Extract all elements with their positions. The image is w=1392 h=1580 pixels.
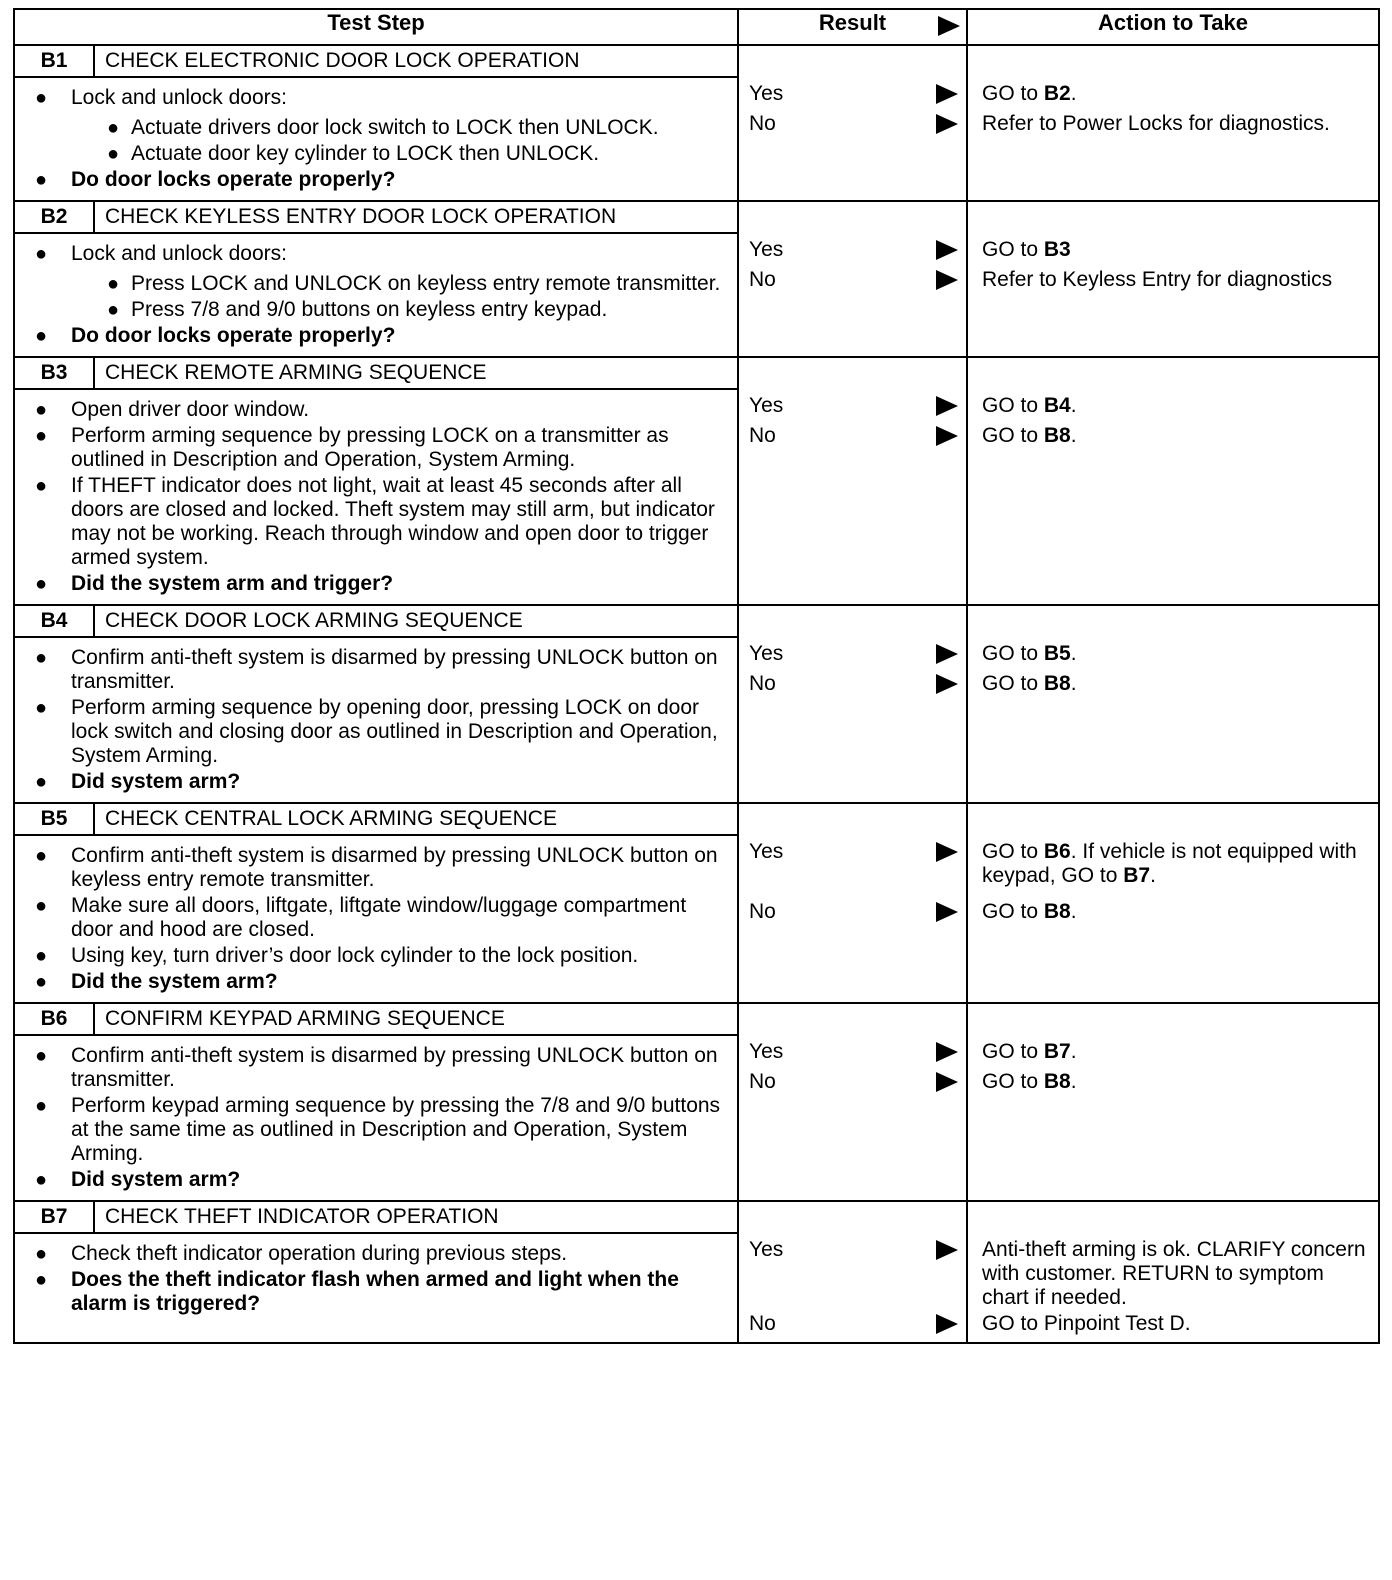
action-text: . xyxy=(1070,424,1077,447)
action-text: GO to xyxy=(982,238,1044,261)
spacer xyxy=(968,1004,1378,1040)
step-b6-actions xyxy=(967,1003,1379,1201)
instruction-list xyxy=(35,242,727,348)
instruction-list xyxy=(35,1242,727,1316)
arrow-right-icon xyxy=(936,426,958,446)
instruction-text: Perform keypad arming sequence by pressing the 7/8 and 9/0 buttons at the same time as outlined in Description and Operation, System Arming. xyxy=(71,1094,721,1165)
step-b4-title-row xyxy=(14,605,1379,637)
step-question: ● Did system arm? xyxy=(35,1168,727,1192)
step-b6-results xyxy=(738,1003,967,1201)
action-text: GO to xyxy=(982,82,1044,105)
instruction-text: Perform arming sequence by pressing LOCK on a transmitter as outlined in Description and Operation, System Arming. xyxy=(71,424,669,471)
header-result-label: Result xyxy=(818,10,887,35)
action-text: GO to xyxy=(982,394,1044,417)
result-label: No xyxy=(749,672,776,695)
arrow-right-icon xyxy=(936,270,958,290)
step-b4-actions xyxy=(967,605,1379,803)
table-body xyxy=(14,45,1379,1343)
action-no xyxy=(968,424,1378,454)
step-b1-title-row xyxy=(14,45,1379,77)
result-no xyxy=(739,112,966,142)
arrow-right-icon xyxy=(936,1314,958,1334)
sub-instruction-item: ● Actuate door key cylinder to LOCK then UNLOCK. xyxy=(71,142,727,166)
arrow-right-icon xyxy=(936,674,958,694)
instruction-list xyxy=(35,1044,727,1192)
arrow-right-icon xyxy=(938,16,960,36)
step-b1-results xyxy=(738,45,967,201)
goto-step-ref: B8 xyxy=(1043,672,1071,695)
diagnostic-table-container xyxy=(13,8,1378,1344)
arrow-right-icon xyxy=(936,644,958,664)
arrow-right-icon xyxy=(936,114,958,134)
result-label: No xyxy=(749,1070,776,1093)
step-b6-title-row xyxy=(14,1003,1379,1035)
step-instructions xyxy=(14,1233,738,1343)
goto-step-ref: B7 xyxy=(1043,1040,1071,1063)
instruction-text: Make sure all doors, liftgate, liftgate window/luggage compartment door and hood are closed. xyxy=(71,894,687,941)
sub-instruction-list xyxy=(71,272,727,322)
action-text: GO to xyxy=(982,424,1044,447)
action-no xyxy=(968,1312,1378,1342)
step-b7-actions xyxy=(967,1201,1379,1343)
goto-step-ref: B3 xyxy=(1043,238,1071,261)
step-question: ● Did the system arm? xyxy=(35,970,727,994)
instruction-list xyxy=(35,844,727,994)
step-title: CHECK THEFT INDICATOR OPERATION xyxy=(94,1201,738,1233)
step-title: CHECK REMOTE ARMING SEQUENCE xyxy=(94,357,738,389)
step-instructions xyxy=(14,77,738,201)
step-b3-actions xyxy=(967,357,1379,605)
instruction-text: If THEFT indicator does not light, wait at least 45 seconds after all doors are closed and locked. Theft system may still arm, but indicator may not be working. Reach through window and open door to trigger armed system. xyxy=(71,474,715,569)
result-yes xyxy=(739,1238,966,1312)
result-label: No xyxy=(749,1312,776,1335)
step-b5-title-row xyxy=(14,803,1379,835)
action-yes xyxy=(968,394,1378,424)
step-question: ● Does the theft indicator flash when armed and light when the alarm is triggered? xyxy=(35,1268,727,1316)
step-title: CHECK KEYLESS ENTRY DOOR LOCK OPERATION xyxy=(94,201,738,233)
spacer xyxy=(968,358,1378,394)
arrow-right-icon xyxy=(936,1072,958,1092)
action-text: Anti-theft arming is ok. CLARIFY concern with customer. RETURN to symptom chart if needed. xyxy=(982,1238,1366,1309)
sub-instruction-item: ● Press 7/8 and 9/0 buttons on keyless entry keypad. xyxy=(71,298,727,322)
step-b2-actions xyxy=(967,201,1379,357)
instruction-list xyxy=(35,86,727,192)
action-text: GO to xyxy=(982,1070,1044,1093)
result-yes xyxy=(739,642,966,672)
action-no xyxy=(968,900,1378,930)
instruction-text: Using key, turn driver’s door lock cylinder to the lock position. xyxy=(71,944,639,967)
step-question: ● Do door locks operate properly? xyxy=(35,324,727,348)
step-id: B6 xyxy=(14,1003,94,1035)
step-title: CONFIRM KEYPAD ARMING SEQUENCE xyxy=(94,1003,738,1035)
action-no xyxy=(968,268,1378,298)
instruction-list xyxy=(35,646,727,794)
result-label: Yes xyxy=(749,238,784,261)
spacer xyxy=(739,358,966,394)
result-no xyxy=(739,900,966,930)
instruction-text: Lock and unlock doors: xyxy=(71,86,287,109)
step-id: B2 xyxy=(14,201,94,233)
result-no xyxy=(739,1312,966,1342)
spacer xyxy=(739,606,966,642)
arrow-right-icon xyxy=(936,1240,958,1260)
action-text: GO to xyxy=(982,840,1044,863)
spacer xyxy=(968,46,1378,82)
action-no xyxy=(968,112,1378,142)
instruction-text: Open driver door window. xyxy=(71,398,310,421)
arrow-right-icon xyxy=(936,240,958,260)
spacer xyxy=(739,804,966,840)
goto-step-ref: B6 xyxy=(1043,840,1071,863)
header-action: Action to Take xyxy=(967,9,1379,45)
goto-step-ref: B8 xyxy=(1043,424,1071,447)
result-no xyxy=(739,672,966,702)
action-text: . xyxy=(1070,672,1077,695)
step-b4-results xyxy=(738,605,967,803)
sub-instruction-list xyxy=(71,116,727,166)
action-text: . xyxy=(1070,1070,1077,1093)
arrow-right-icon xyxy=(936,396,958,416)
result-label: No xyxy=(749,268,776,291)
instruction-item xyxy=(35,944,727,968)
result-label: Yes xyxy=(749,840,784,863)
step-b2-results xyxy=(738,201,967,357)
instruction-text: Lock and unlock doors: xyxy=(71,242,287,265)
step-instructions xyxy=(14,389,738,605)
step-b2-title-row xyxy=(14,201,1379,233)
arrow-right-icon xyxy=(936,842,958,862)
step-title: CHECK DOOR LOCK ARMING SEQUENCE xyxy=(94,605,738,637)
action-text: GO to xyxy=(982,642,1044,665)
result-label: No xyxy=(749,112,776,135)
arrow-right-icon xyxy=(936,902,958,922)
spacer xyxy=(968,606,1378,642)
sub-instruction-item: ● Actuate drivers door lock switch to LOCK then UNLOCK. xyxy=(71,116,727,140)
instruction-text: Confirm anti-theft system is disarmed by pressing UNLOCK button on transmitter. xyxy=(71,646,718,693)
result-label: Yes xyxy=(749,82,784,105)
result-yes xyxy=(739,840,966,900)
result-label: Yes xyxy=(749,1040,784,1063)
step-instructions xyxy=(14,1035,738,1201)
step-id: B7 xyxy=(14,1201,94,1233)
step-instructions xyxy=(14,233,738,357)
step-b5-actions xyxy=(967,803,1379,1003)
result-label: Yes xyxy=(749,1238,784,1261)
result-label: Yes xyxy=(749,642,784,665)
spacer xyxy=(968,804,1378,840)
action-text: . If vehicle is not equipped with keypad, GO to xyxy=(982,840,1357,887)
spacer xyxy=(968,1202,1378,1238)
action-text: GO to xyxy=(982,672,1044,695)
instruction-item xyxy=(35,894,727,942)
spacer xyxy=(739,202,966,238)
action-text: . xyxy=(1070,394,1077,417)
step-b3-title-row xyxy=(14,357,1379,389)
step-b3-results xyxy=(738,357,967,605)
result-yes xyxy=(739,1040,966,1070)
action-text: . xyxy=(1070,82,1077,105)
step-question: ● Do door locks operate properly? xyxy=(35,168,727,192)
goto-step-ref: B5 xyxy=(1043,642,1071,665)
action-yes xyxy=(968,1040,1378,1070)
instruction-item xyxy=(35,242,727,322)
action-text: . xyxy=(1150,864,1156,887)
action-text: Refer to Keyless Entry for diagnostics xyxy=(982,268,1333,291)
spacer xyxy=(968,202,1378,238)
result-label: No xyxy=(749,424,776,447)
step-question: ● Did the system arm and trigger? xyxy=(35,572,727,596)
result-no xyxy=(739,268,966,298)
result-yes xyxy=(739,394,966,424)
result-label: Yes xyxy=(749,394,784,417)
instruction-item xyxy=(35,696,727,768)
action-no xyxy=(968,1070,1378,1100)
action-text: GO to xyxy=(982,900,1044,923)
result-no xyxy=(739,1070,966,1100)
action-text: Refer to Power Locks for diagnostics. xyxy=(982,112,1330,135)
step-id: B5 xyxy=(14,803,94,835)
action-yes xyxy=(968,1238,1378,1312)
goto-step-ref: B4 xyxy=(1043,394,1071,417)
step-question: ● Did system arm? xyxy=(35,770,727,794)
goto-step-ref: B8 xyxy=(1043,900,1071,923)
step-id: B3 xyxy=(14,357,94,389)
action-yes xyxy=(968,840,1378,900)
spacer xyxy=(739,46,966,82)
action-yes xyxy=(968,642,1378,672)
step-instructions xyxy=(14,835,738,1003)
instruction-item xyxy=(35,646,727,694)
step-title: CHECK CENTRAL LOCK ARMING SEQUENCE xyxy=(94,803,738,835)
step-b7-results xyxy=(738,1201,967,1343)
instruction-item xyxy=(35,86,727,166)
instruction-text: Check theft indicator operation during previous steps. xyxy=(71,1242,568,1265)
instruction-item xyxy=(35,398,727,422)
action-yes xyxy=(968,82,1378,112)
arrow-right-icon xyxy=(936,1042,958,1062)
step-id: B4 xyxy=(14,605,94,637)
sub-instruction-item: ● Press LOCK and UNLOCK on keyless entry remote transmitter. xyxy=(71,272,727,296)
action-text: . xyxy=(1070,1040,1077,1063)
action-text: GO to Pinpoint Test D. xyxy=(982,1312,1191,1335)
header-test-step: Test Step xyxy=(14,9,738,45)
step-b1-actions xyxy=(967,45,1379,201)
table-header-row xyxy=(14,9,1379,45)
step-id: B1 xyxy=(14,45,94,77)
result-yes xyxy=(739,82,966,112)
step-instructions xyxy=(14,637,738,803)
instruction-item xyxy=(35,474,727,570)
instruction-text: Perform arming sequence by opening door, pressing LOCK on door lock switch and closing door as outlined in Description and Operation, System Arming. xyxy=(71,696,718,767)
step-b7-title-row xyxy=(14,1201,1379,1233)
goto-step-ref: B2 xyxy=(1043,82,1071,105)
instruction-item xyxy=(35,1094,727,1166)
header-result xyxy=(738,9,967,45)
instruction-item xyxy=(35,1044,727,1092)
step-b5-results xyxy=(738,803,967,1003)
result-no xyxy=(739,424,966,454)
arrow-right-icon xyxy=(936,84,958,104)
step-title: CHECK ELECTRONIC DOOR LOCK OPERATION xyxy=(94,45,738,77)
goto-step-ref: B8 xyxy=(1043,1070,1071,1093)
spacer xyxy=(739,1004,966,1040)
action-text: . xyxy=(1070,642,1077,665)
result-yes xyxy=(739,238,966,268)
action-text: GO to xyxy=(982,1040,1044,1063)
instruction-item xyxy=(35,844,727,892)
pinpoint-test-table xyxy=(13,8,1380,1344)
spacer xyxy=(739,1202,966,1238)
action-no xyxy=(968,672,1378,702)
instruction-item xyxy=(35,1242,727,1266)
instruction-item xyxy=(35,424,727,472)
action-text: . xyxy=(1070,900,1077,923)
action-yes xyxy=(968,238,1378,268)
goto-step-ref: B7 xyxy=(1123,864,1151,887)
instruction-list xyxy=(35,398,727,596)
result-label: No xyxy=(749,900,776,923)
instruction-text: Confirm anti-theft system is disarmed by pressing UNLOCK button on keyless entry remote transmitter. xyxy=(71,844,718,891)
instruction-text: Confirm anti-theft system is disarmed by pressing UNLOCK button on transmitter. xyxy=(71,1044,718,1091)
